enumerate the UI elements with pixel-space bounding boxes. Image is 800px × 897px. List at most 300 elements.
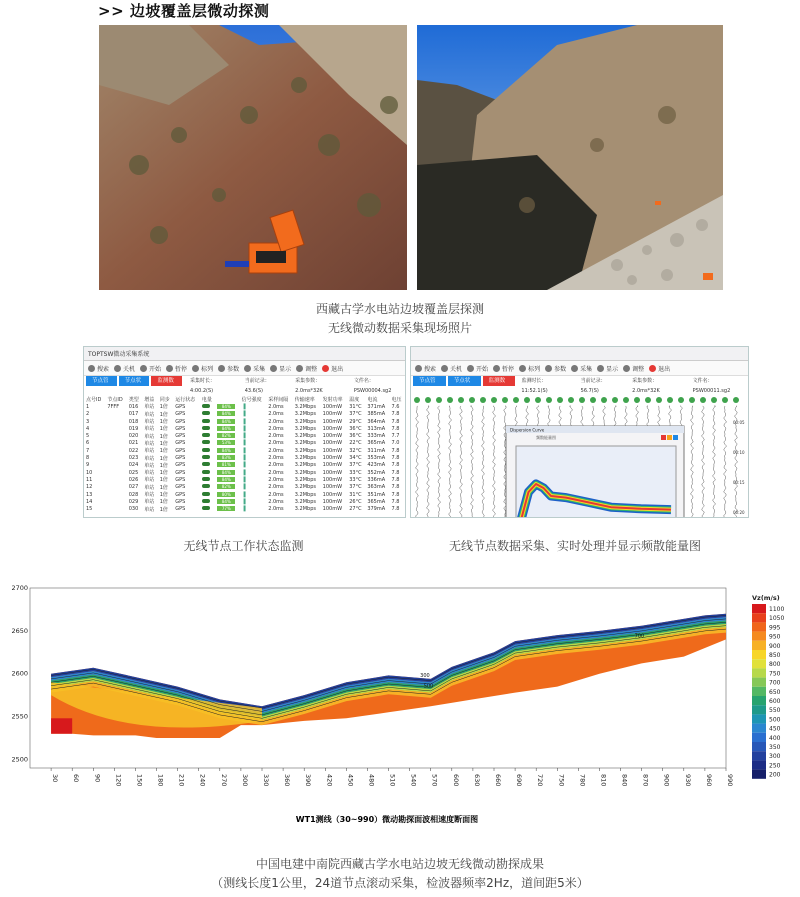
- table-cell: 27°C: [349, 506, 362, 513]
- pin-icon: [519, 365, 526, 372]
- search-button[interactable]: 搜索: [88, 364, 109, 373]
- node-dot[interactable]: [513, 397, 519, 403]
- table-cell: 10: [86, 469, 93, 476]
- display-button[interactable]: 显示: [270, 364, 291, 373]
- table-cell: 34°C: [349, 455, 362, 462]
- table-cell: 100mW: [322, 425, 343, 432]
- status-params: 采集参数：2.0ms*32K: [295, 378, 323, 394]
- run-status-toggle: [200, 491, 216, 498]
- table-cell: 36°C: [349, 425, 362, 432]
- table-cell: 9: [86, 462, 90, 469]
- pen-icon: [545, 365, 552, 372]
- legend-value: 550: [769, 707, 781, 715]
- velocity-section-chart: [0, 580, 800, 830]
- table-cell: 363mA: [367, 484, 386, 491]
- run-status-toggle: [200, 440, 216, 447]
- column-header: 电流: [367, 397, 378, 404]
- tab-bar: [84, 376, 182, 394]
- table-cell: 100mW: [322, 462, 343, 469]
- x-tick-label: 570: [430, 774, 439, 787]
- dispersion-screenshot: [410, 346, 749, 518]
- waveform-panel: [411, 396, 748, 518]
- x-tick-label: 540: [409, 774, 418, 787]
- exit-button[interactable]: 退出: [322, 364, 343, 373]
- signal-icon: ▐: [241, 425, 246, 432]
- table-cell: 7.8: [391, 469, 400, 476]
- table-cell: 2: [86, 411, 90, 418]
- popup-tool-icon[interactable]: [667, 435, 672, 440]
- table-cell: 7.8: [391, 491, 400, 498]
- battery-level: 82%: [215, 484, 239, 491]
- tab-node-status[interactable]: 节点状态: [448, 376, 481, 386]
- search-icon: [88, 365, 95, 372]
- table-cell: 024: [128, 462, 139, 469]
- column-header: 信号强度: [241, 397, 262, 404]
- column-header: 类型: [128, 397, 139, 404]
- node-dot[interactable]: [711, 397, 717, 403]
- legend-value: 900: [769, 642, 781, 650]
- node-dot[interactable]: [678, 397, 684, 403]
- params-button[interactable]: 参数: [545, 364, 566, 373]
- exit-button[interactable]: 退出: [649, 364, 670, 373]
- table-cell: 33°C: [349, 469, 362, 476]
- table-cell: [105, 447, 126, 454]
- table-cell: GPS: [175, 491, 186, 498]
- legend-value: 995: [769, 624, 781, 632]
- legend-swatch: [752, 604, 766, 613]
- pin-icon: [192, 365, 199, 372]
- column-header: 发射功率: [322, 397, 343, 404]
- table-cell: 1倍: [159, 462, 168, 469]
- table-cell: 12: [86, 484, 93, 491]
- node-table: [84, 396, 405, 513]
- bottom-caption-line-2: （测线长度1公里，24道节点滚动采集，检波器频率2Hz，道间距5米）: [211, 876, 589, 890]
- legend-swatch: [752, 678, 766, 687]
- chart-title: WT1测线（30~990）微动勘探面波相速度断面图: [295, 815, 479, 824]
- gear-icon: [571, 365, 578, 372]
- battery-level: 77%: [215, 505, 239, 512]
- column-header: 点号ID: [86, 397, 102, 404]
- window-title: TOPTSW微动采集系统: [88, 351, 150, 358]
- x-tick-label: 720: [536, 774, 545, 787]
- legend-swatch: [752, 687, 766, 696]
- y-tick-label: 2500: [11, 755, 28, 764]
- table-cell: 7.8: [391, 476, 400, 483]
- table-cell: 单站: [144, 499, 155, 506]
- column-header: 运行状态: [175, 397, 196, 404]
- x-tick-label: 630: [472, 774, 481, 787]
- x-tick-label: 90: [93, 774, 102, 783]
- table-row[interactable]: [84, 411, 405, 418]
- table-cell: 7.7: [391, 433, 400, 440]
- table-cell: 3.2Mbps: [294, 411, 316, 418]
- tab-bar-right: [411, 376, 515, 394]
- toolbar: [84, 361, 405, 376]
- table-cell: 028: [128, 491, 139, 498]
- table-cell: 36°C: [349, 433, 362, 440]
- field-photo-right: [417, 25, 723, 290]
- node-dot[interactable]: [645, 397, 651, 403]
- node-dot[interactable]: [535, 397, 541, 403]
- tab-monitor-data[interactable]: 监测数据: [483, 376, 516, 386]
- play-icon: [467, 365, 474, 372]
- x-tick-label: 930: [683, 774, 692, 787]
- table-cell: 3.2Mbps: [294, 469, 316, 476]
- table-cell: GPS: [175, 403, 186, 410]
- column-header: 电压: [391, 397, 402, 404]
- status-params: 采集参数：2.0ms*32K: [632, 378, 660, 394]
- node-dot[interactable]: [436, 397, 442, 403]
- x-tick-label: 180: [156, 774, 165, 787]
- time-tick: 00:10: [733, 450, 745, 455]
- node-dot[interactable]: [546, 397, 552, 403]
- acquire-button[interactable]: 采集: [244, 364, 265, 373]
- table-cell: 单站: [144, 404, 155, 411]
- node-dot[interactable]: [601, 397, 607, 403]
- table-cell: 7.8: [391, 447, 400, 454]
- battery-level: 84%: [215, 469, 239, 476]
- legend-swatch: [752, 733, 766, 742]
- table-cell: 022: [128, 447, 139, 454]
- table-cell: 2.0ms: [268, 440, 284, 447]
- signal-icon: ▐: [241, 484, 246, 491]
- display-icon: [597, 365, 604, 372]
- legend-value: 200: [769, 771, 781, 779]
- table-cell: 单站: [144, 462, 155, 469]
- table-cell: 017: [128, 411, 139, 418]
- table-row[interactable]: [84, 403, 405, 410]
- table-cell: 353mA: [367, 455, 386, 462]
- node-dot[interactable]: [557, 397, 563, 403]
- table-cell: 单站: [144, 448, 155, 455]
- table-cell: 7.8: [391, 506, 400, 513]
- x-tick-label: 840: [620, 774, 629, 787]
- table-cell: 37°C: [349, 462, 362, 469]
- table-cell: 单站: [144, 426, 155, 433]
- table-cell: GPS: [175, 411, 186, 418]
- node-dot[interactable]: [623, 397, 629, 403]
- node-dot[interactable]: [458, 397, 464, 403]
- table-row[interactable]: [84, 484, 405, 491]
- table-cell: 018: [128, 418, 139, 425]
- table-cell: 单站: [144, 506, 155, 513]
- y-tick-label: 2550: [11, 712, 28, 721]
- legend-value: 1100: [769, 606, 785, 613]
- table-cell: GPS: [175, 447, 186, 454]
- power-icon: [114, 365, 121, 372]
- legend-swatch: [752, 705, 766, 714]
- table-cell: 2.0ms: [268, 462, 284, 469]
- legend-swatch: [752, 696, 766, 705]
- table-cell: 单站: [144, 411, 155, 418]
- table-cell: 100mW: [322, 447, 343, 454]
- table-cell: 2.0ms: [268, 491, 284, 498]
- display-button[interactable]: 显示: [597, 364, 618, 373]
- close-icon: [649, 365, 656, 372]
- start-button[interactable]: 开始: [140, 364, 161, 373]
- table-row[interactable]: [84, 440, 405, 447]
- table-cell: 100mW: [322, 491, 343, 498]
- battery-level: 84%: [215, 411, 239, 418]
- run-status-toggle: [200, 447, 216, 454]
- table-cell: 100mW: [322, 469, 343, 476]
- table-row[interactable]: [84, 491, 405, 498]
- x-tick-label: 960: [704, 774, 713, 787]
- table-cell: 352mA: [367, 469, 386, 476]
- table-cell: 379mA: [367, 506, 386, 513]
- table-cell: 2.0ms: [268, 469, 284, 476]
- run-status-toggle: [200, 469, 216, 476]
- node-dot[interactable]: [425, 397, 431, 403]
- table-cell: 1倍: [159, 506, 168, 513]
- table-row[interactable]: [84, 418, 405, 425]
- table-row[interactable]: [84, 498, 405, 505]
- status-filename: 文件名：PSW00004.sg2: [353, 378, 392, 394]
- table-cell: 100mW: [322, 498, 343, 505]
- table-cell: 1倍: [159, 440, 168, 447]
- x-tick-label: 150: [135, 774, 144, 787]
- close-icon: [322, 365, 329, 372]
- bottom-caption: [0, 855, 800, 893]
- column-header: 传输速率: [294, 397, 315, 404]
- status-duration: 监测时长：11:52.1(S): [521, 378, 548, 394]
- acquire-button[interactable]: 采集: [571, 364, 592, 373]
- legend-value: 700: [769, 679, 781, 687]
- signal-icon: ▐: [241, 411, 246, 418]
- table-cell: 单站: [144, 470, 155, 477]
- pause-icon: [166, 365, 173, 372]
- table-cell: GPS: [175, 462, 186, 469]
- table-cell: [105, 505, 126, 512]
- status-duration: 采集时长：4:00.2(S): [190, 378, 216, 394]
- table-cell: 3.2Mbps: [294, 506, 316, 513]
- table-cell: 2.0ms: [268, 403, 284, 410]
- table-cell: 021: [128, 440, 139, 447]
- node-dot[interactable]: [667, 397, 673, 403]
- tab-node-manage[interactable]: 节点管理: [86, 376, 117, 386]
- table-cell: GPS: [175, 506, 186, 513]
- x-tick-label: 510: [388, 774, 397, 787]
- node-dot[interactable]: [469, 397, 475, 403]
- run-status-toggle: [200, 505, 216, 512]
- signal-icon: ▐: [241, 455, 246, 462]
- run-status-toggle: [200, 454, 216, 461]
- tab-monitor-data[interactable]: 监测数据: [151, 376, 182, 386]
- popup-tool-icon[interactable]: [673, 435, 678, 440]
- node-dot[interactable]: [579, 397, 585, 403]
- mark-button[interactable]: 标列: [192, 364, 213, 373]
- x-tick-label: 210: [177, 774, 186, 787]
- signal-icon: ▐: [241, 476, 246, 483]
- column-header: 增益: [144, 397, 155, 404]
- legend-value: 400: [769, 734, 781, 742]
- battery-level: 80%: [215, 491, 239, 498]
- power-icon: [441, 365, 448, 372]
- run-status-toggle: [200, 462, 216, 469]
- dispersion-caption: 无线节点数据采集、实时处理并显示频散能量图: [448, 539, 701, 553]
- x-tick-label: 990: [726, 774, 734, 787]
- table-row[interactable]: [84, 447, 405, 454]
- table-cell: [105, 432, 126, 439]
- run-status-toggle: [200, 484, 216, 491]
- table-cell: 100mW: [322, 403, 343, 410]
- gear-icon: [244, 365, 251, 372]
- tab-node-manage[interactable]: 节点管理: [413, 376, 446, 386]
- adjust-button[interactable]: 调整: [623, 364, 644, 373]
- table-cell: 100mW: [322, 411, 343, 418]
- signal-icon: ▐: [241, 418, 246, 425]
- table-cell: [105, 418, 126, 425]
- legend-swatch: [752, 751, 766, 760]
- node-dot[interactable]: [480, 397, 486, 403]
- toolbar-right: [411, 361, 748, 376]
- pen-icon: [218, 365, 225, 372]
- table-cell: 3.2Mbps: [294, 433, 316, 440]
- table-cell: GPS: [175, 476, 186, 483]
- time-tick: 00:05: [733, 420, 745, 425]
- node-dot[interactable]: [733, 397, 739, 403]
- table-cell: 365mA: [367, 440, 386, 447]
- table-cell: [105, 469, 126, 476]
- node-dot[interactable]: [568, 397, 574, 403]
- battery-level: 81%: [215, 462, 239, 469]
- table-cell: 1倍: [159, 411, 168, 418]
- params-button[interactable]: 参数: [218, 364, 239, 373]
- legend-swatch: [752, 641, 766, 650]
- table-cell: [105, 440, 126, 447]
- node-dot[interactable]: [700, 397, 706, 403]
- table-row[interactable]: [84, 462, 405, 469]
- table-row[interactable]: [84, 432, 405, 439]
- table-cell: 5: [86, 433, 90, 440]
- signal-icon: ▐: [241, 498, 246, 505]
- table-cell: 3.2Mbps: [294, 425, 316, 432]
- table-cell: 3.2Mbps: [294, 462, 316, 469]
- table-cell: GPS: [175, 455, 186, 462]
- table-cell: 1倍: [159, 484, 168, 491]
- table-cell: 027: [128, 484, 139, 491]
- legend-swatch: [752, 632, 766, 641]
- table-cell: 016: [128, 403, 139, 410]
- node-dot[interactable]: [414, 397, 420, 403]
- y-tick-label: 2700: [11, 584, 28, 592]
- table-row[interactable]: [84, 425, 405, 432]
- photo-caption-line-2: 无线微动数据采集现场照片: [327, 321, 472, 335]
- node-dot[interactable]: [656, 397, 662, 403]
- popup-tool-icon[interactable]: [661, 435, 666, 440]
- node-dot[interactable]: [722, 397, 728, 403]
- table-row[interactable]: [84, 505, 405, 512]
- popup-label: 频散能量图: [536, 435, 556, 440]
- dispersion-popup[interactable]: [506, 426, 684, 518]
- table-cell: 7: [86, 447, 90, 454]
- table-cell: 7.0: [391, 440, 400, 447]
- pause-button[interactable]: 暂停: [493, 364, 514, 373]
- run-status-toggle: [200, 403, 216, 410]
- table-cell: 7.6: [391, 403, 400, 410]
- bottom-caption-line-1: 中国电建中南院西藏古学水电站边坡无线微动勘探成果: [255, 857, 544, 871]
- section-heading: >> 边坡覆盖层微动探测: [98, 2, 270, 20]
- node-dot[interactable]: [689, 397, 695, 403]
- table-cell: 3.2Mbps: [294, 403, 316, 410]
- table-cell: 100mW: [322, 476, 343, 483]
- status-record: 当前记录：43.6(S): [244, 378, 270, 394]
- table-cell: 423mA: [367, 462, 386, 469]
- start-button[interactable]: 开始: [467, 364, 488, 373]
- x-tick-label: 900: [662, 774, 671, 787]
- table-row[interactable]: [84, 469, 405, 476]
- field-photo-left: [99, 25, 407, 290]
- mark-button[interactable]: 标列: [519, 364, 540, 373]
- table-cell: 1倍: [159, 470, 168, 477]
- table-cell: 1倍: [159, 433, 168, 440]
- adjust-icon: [623, 365, 630, 372]
- table-cell: 单站: [144, 492, 155, 498]
- status-record: 当前记录：56.7(S): [580, 378, 606, 394]
- table-cell: 2.0ms: [268, 411, 284, 418]
- x-tick-label: 390: [304, 774, 313, 787]
- table-cell: 1倍: [159, 455, 168, 462]
- run-status-toggle: [200, 425, 216, 432]
- x-tick-label: 870: [641, 774, 650, 787]
- battery-level: 84%: [215, 425, 239, 432]
- table-cell: 11: [86, 476, 93, 483]
- signal-icon: ▐: [241, 440, 246, 447]
- legend-swatch: [752, 668, 766, 677]
- table-cell: 2.0ms: [268, 506, 284, 513]
- x-tick-label: 270: [219, 774, 228, 787]
- column-header: 节点ID: [107, 397, 123, 404]
- table-cell: 2.0ms: [268, 447, 284, 454]
- table-cell: 385mA: [367, 411, 386, 418]
- table-cell: 100mW: [322, 506, 343, 513]
- table-row[interactable]: [84, 476, 405, 483]
- power-button[interactable]: 关机: [441, 364, 462, 373]
- table-cell: 13: [86, 491, 93, 498]
- node-dot[interactable]: [634, 397, 640, 403]
- table-row[interactable]: [84, 454, 405, 461]
- tab-node-status[interactable]: 节点状态: [119, 376, 150, 386]
- node-dot[interactable]: [612, 397, 618, 403]
- run-status-toggle: [200, 432, 216, 439]
- status-line-right: [521, 376, 748, 396]
- table-cell: 1倍: [159, 499, 168, 506]
- adjust-button[interactable]: 调整: [296, 364, 317, 373]
- power-button[interactable]: 关机: [114, 364, 135, 373]
- node-dot[interactable]: [502, 397, 508, 403]
- time-tick: 00:15: [733, 480, 745, 485]
- legend-value: 950: [769, 633, 781, 641]
- node-dot[interactable]: [491, 397, 497, 403]
- x-tick-label: 600: [451, 774, 460, 787]
- table-cell: [105, 411, 126, 418]
- node-dot[interactable]: [590, 397, 596, 403]
- table-cell: 3.2Mbps: [294, 455, 316, 462]
- y-tick-label: 2600: [11, 669, 28, 678]
- x-tick-label: 300: [240, 774, 249, 787]
- node-dot[interactable]: [524, 397, 530, 403]
- table-cell: 37°C: [349, 484, 362, 491]
- table-cell: 33°C: [349, 476, 362, 483]
- table-cell: 336mA: [367, 476, 386, 483]
- run-status-toggle: [200, 476, 216, 483]
- search-button[interactable]: 搜索: [415, 364, 436, 373]
- pause-button[interactable]: 暂停: [166, 364, 187, 373]
- battery-level: 84%: [215, 447, 239, 454]
- table-cell: 1倍: [159, 492, 168, 498]
- table-cell: 020: [128, 433, 139, 440]
- node-dot[interactable]: [447, 397, 453, 403]
